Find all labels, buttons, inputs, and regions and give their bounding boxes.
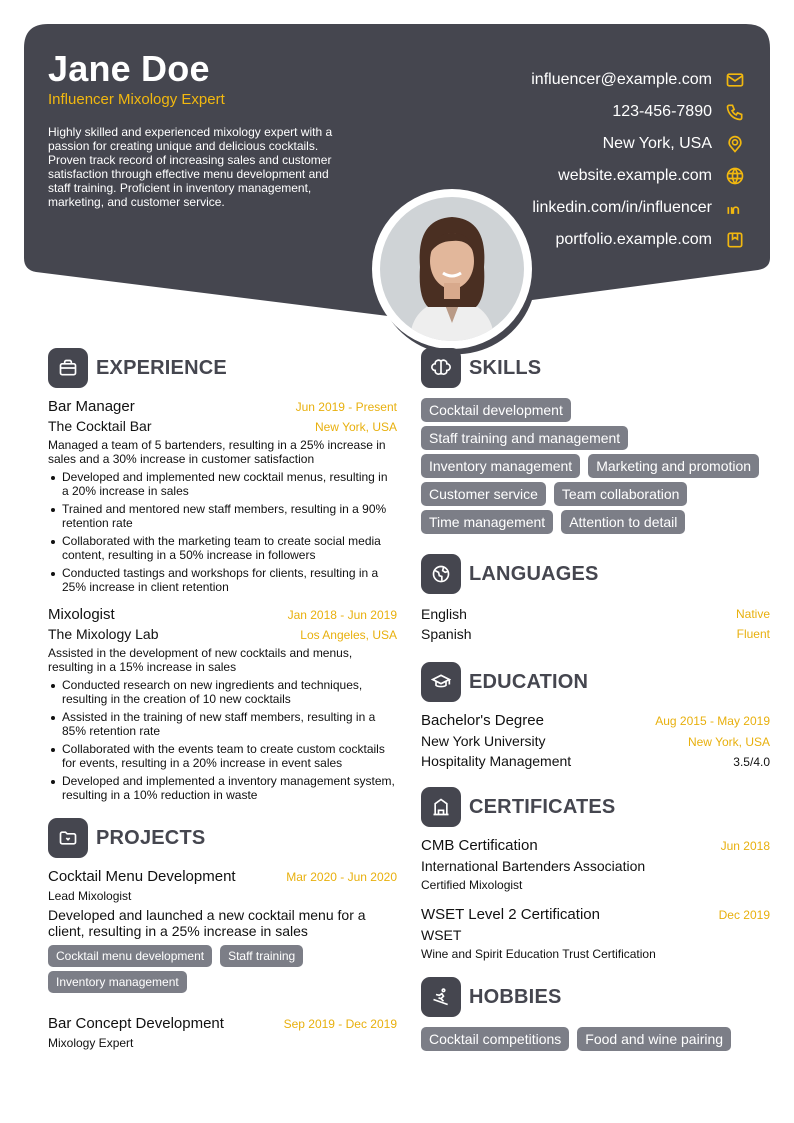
list-item: Developed and implemented new cocktail menus, resulting in a 20% increase in sales — [48, 470, 397, 498]
skill-tag: Cocktail development — [421, 398, 571, 422]
company-name: The Mixology Lab — [48, 626, 159, 642]
project-date: Mar 2020 - Jun 2020 — [286, 870, 397, 884]
skill-tag: Marketing and promotion — [588, 454, 759, 478]
project-title: Cocktail Menu Development — [48, 868, 236, 885]
avatar — [380, 197, 524, 341]
job-date: Jun 2019 - Present — [295, 400, 397, 414]
experience-header — [48, 348, 397, 388]
school-location: New York, USA — [687, 735, 770, 749]
skill-tag: Inventory management — [421, 454, 580, 478]
phone-icon — [724, 101, 746, 123]
languages-title: LANGUAGES — [469, 562, 599, 585]
gpa: 3.5/4.0 — [733, 755, 770, 769]
skills-header — [421, 348, 770, 388]
experience-title: EXPERIENCE — [96, 356, 227, 379]
list-item: Assisted in the training of new staff members, resulting in a 85% retention rate — [48, 710, 397, 738]
project-role: Mixology Expert — [48, 1036, 134, 1050]
certificate-title: CMB Certification — [421, 837, 538, 854]
certificate-item — [421, 906, 770, 961]
certificates-title: CERTIFICATES — [469, 795, 616, 818]
skiing-icon — [421, 977, 461, 1017]
contact-email[interactable] — [386, 64, 746, 96]
certificate-item — [421, 837, 770, 892]
job-location: Los Angeles, USA — [300, 628, 397, 642]
tag: Inventory management — [48, 971, 187, 993]
brain-icon — [421, 348, 461, 388]
language-name: Spanish — [421, 626, 472, 642]
portfolio-text[interactable]: portfolio.example.com — [555, 231, 712, 248]
company-name: The Cocktail Bar — [48, 418, 152, 434]
location-text: New York, USA — [602, 135, 712, 152]
skill-tag: Team collaboration — [554, 482, 688, 506]
briefcase-icon — [48, 348, 88, 388]
certificate-desc: Certified Mixologist — [421, 878, 523, 892]
list-item: Developed and implemented a inventory management system, resulting in a 10% reduction in waste — [48, 774, 397, 802]
website-text[interactable]: website.example.com — [558, 167, 712, 184]
linkedin-text[interactable]: linkedin.com/in/influencer — [532, 199, 712, 216]
profile-summary: Highly skilled and experienced mixology expert with a passion for creating unique and delicious cocktails. Proven track record of increasing sales and customer satisfaction through effective menu development and staff training. Proficient in inventory management, marketing, and customer service. — [48, 125, 333, 209]
certificate-org: International Bartenders Association — [421, 858, 646, 874]
languages-header — [421, 554, 770, 594]
experience-item — [48, 606, 397, 802]
education-header — [421, 662, 770, 702]
project-role: Lead Mixologist — [48, 889, 132, 903]
skill-tag: Attention to detail — [561, 510, 685, 534]
skills-title: SKILLS — [469, 356, 542, 379]
contact-location — [386, 128, 746, 160]
hobby-tag: Food and wine pairing — [577, 1027, 731, 1051]
candidate-name: Jane Doe — [48, 48, 210, 89]
job-location: New York, USA — [314, 420, 397, 434]
certificate-date: Jun 2018 — [720, 839, 770, 853]
linkedin-icon — [724, 197, 746, 219]
project-date: Sep 2019 - Dec 2019 — [283, 1017, 397, 1031]
folder-icon — [48, 818, 88, 858]
experience-item — [48, 398, 397, 594]
right-column — [421, 348, 770, 1055]
language-name: English — [421, 606, 467, 622]
location-pin-icon — [724, 133, 746, 155]
project-item — [48, 1015, 397, 1050]
list-item: Collaborated with the marketing team to create social media content, resulting in a 50% increase in followers — [48, 534, 397, 562]
building-icon — [421, 787, 461, 827]
mail-icon — [724, 69, 746, 91]
job-title: Bar Manager — [48, 398, 135, 415]
list-item: Trained and mentored new staff members, resulting in a 90% retention rate — [48, 502, 397, 530]
email-text[interactable]: influencer@example.com — [531, 71, 712, 88]
skill-tag: Time management — [421, 510, 553, 534]
skill-tag: Customer service — [421, 482, 546, 506]
hobbies-tags — [421, 1027, 770, 1055]
contact-phone[interactable] — [386, 96, 746, 128]
projects-header — [48, 818, 397, 858]
phone-text[interactable]: 123-456-7890 — [612, 103, 712, 120]
education-date: Aug 2015 - May 2019 — [655, 714, 770, 728]
skill-tag: Staff training and management — [421, 426, 628, 450]
tag: Cocktail menu development — [48, 945, 212, 967]
bookmark-icon — [724, 229, 746, 251]
skills-tags — [421, 398, 770, 538]
list-item: Conducted research on new ingredients and techniques, resulting in the creation of 10 new cocktails — [48, 678, 397, 706]
hobbies-title: HOBBIES — [469, 985, 562, 1008]
degree: Bachelor's Degree — [421, 712, 544, 729]
language-row — [421, 604, 770, 624]
left-column — [48, 348, 397, 1050]
job-title: Mixologist — [48, 606, 115, 623]
hobby-tag: Cocktail competitions — [421, 1027, 569, 1051]
tag: Staff training — [220, 945, 303, 967]
language-level: Fluent — [736, 627, 770, 641]
job-date: Jan 2018 - Jun 2019 — [287, 608, 397, 622]
contact-website[interactable] — [386, 160, 746, 192]
job-bullets — [48, 678, 397, 802]
field-of-study: Hospitality Management — [421, 753, 572, 769]
world-icon — [421, 554, 461, 594]
list-item: Conducted tastings and workshops for clients, resulting in a 25% increase in client retention — [48, 566, 397, 594]
job-description: Assisted in the development of new cocktails and menus, resulting in a 15% increase in sales — [48, 646, 353, 674]
graduation-cap-icon — [421, 662, 461, 702]
list-item: Collaborated with the events team to create custom cocktails for events, resulting in a 20% increase in event sales — [48, 742, 397, 770]
hobbies-header — [421, 977, 770, 1017]
certificate-title: WSET Level 2 Certification — [421, 906, 600, 923]
profile-photo — [372, 189, 532, 349]
certificate-org: WSET — [421, 927, 462, 943]
project-title: Bar Concept Development — [48, 1015, 224, 1032]
project-description: Developed and launched a new cocktail menu for a client, resulting in a 25% increase in sales — [48, 907, 366, 939]
project-item — [48, 868, 397, 997]
job-description: Managed a team of 5 bartenders, resulting in a 25% increase in sales and a 30% increase in customer satisfaction — [48, 438, 386, 466]
globe-icon — [724, 165, 746, 187]
job-bullets — [48, 470, 397, 594]
language-level: Native — [735, 607, 770, 621]
projects-title: PROJECTS — [96, 826, 206, 849]
project-tags — [48, 945, 397, 997]
language-row — [421, 624, 770, 644]
certificates-header — [421, 787, 770, 827]
education-title: EDUCATION — [469, 670, 589, 693]
school-name: New York University — [421, 733, 546, 749]
candidate-role: Influencer Mixology Expert — [48, 91, 225, 108]
certificate-date: Dec 2019 — [718, 908, 770, 922]
certificate-desc: Wine and Spirit Education Trust Certification — [421, 947, 656, 961]
